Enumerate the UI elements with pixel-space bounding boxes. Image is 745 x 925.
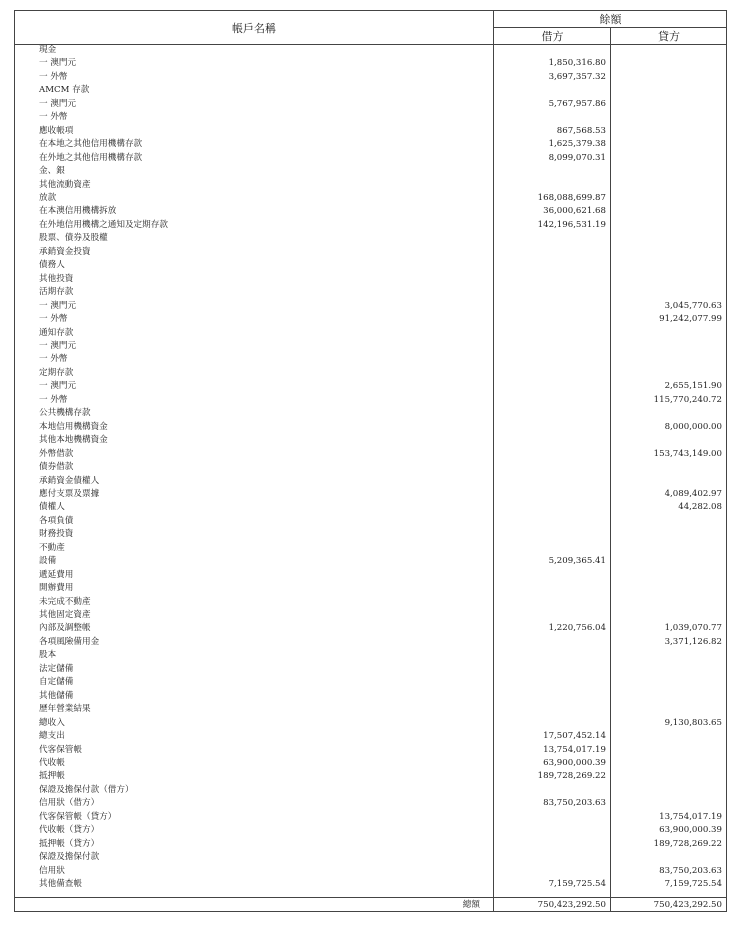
account-name: 一 外幣 — [39, 354, 68, 365]
table-row — [15, 138, 726, 151]
table-row — [15, 811, 726, 824]
account-name: AMCM 存款 — [39, 85, 90, 96]
table-row — [15, 165, 726, 178]
table-row — [15, 770, 726, 783]
credit-value: 189,728,269.22 — [653, 838, 722, 849]
table-row — [15, 838, 726, 851]
debit-value: 867,568.53 — [556, 125, 606, 136]
account-name: 在本地之其他信用機構存款 — [39, 139, 143, 150]
table-row — [15, 313, 726, 326]
account-name: 通知存款 — [39, 327, 74, 338]
table-row — [15, 84, 726, 97]
account-name: 一 澳門元 — [39, 58, 77, 69]
credit-value: 3,371,126.82 — [664, 636, 722, 647]
table-row — [15, 421, 726, 434]
debit-value: 7,159,725.54 — [548, 879, 606, 890]
account-name: 本地信用機構資金 — [39, 421, 108, 432]
account-name: 股票、債券及股權 — [39, 233, 108, 244]
table-row — [15, 730, 726, 743]
table-row — [15, 57, 726, 70]
table-row — [15, 219, 726, 232]
table-row — [15, 488, 726, 501]
table-body — [15, 44, 726, 892]
table-row — [15, 636, 726, 649]
table-row — [15, 528, 726, 541]
total-debit: 750,423,292.50 — [537, 900, 606, 910]
account-name: 不動產 — [39, 542, 65, 553]
debit-value: 5,209,365.41 — [548, 556, 606, 567]
table-row — [15, 757, 726, 770]
table-row — [15, 676, 726, 689]
table-row — [15, 784, 726, 797]
table-row — [15, 569, 726, 582]
table-row — [15, 273, 726, 286]
account-name: 在外地信用機構之通知及定期存款 — [39, 219, 168, 230]
table-row — [15, 663, 726, 676]
account-name: 一 外幣 — [39, 394, 68, 405]
debit-value: 63,900,000.39 — [543, 758, 606, 769]
credit-value: 8,000,000.00 — [664, 421, 722, 432]
account-name: 債務人 — [39, 260, 65, 271]
credit-header: 貸方 — [610, 27, 727, 44]
account-name: 歷年營業結果 — [39, 704, 91, 715]
debit-value: 17,507,452.14 — [543, 731, 606, 742]
table-row — [15, 394, 726, 407]
account-name: 其他固定資產 — [39, 610, 91, 621]
account-name: 信用狀 — [39, 865, 65, 876]
account-name: 一 澳門元 — [39, 381, 77, 392]
table-row — [15, 192, 726, 205]
account-name: 債券借款 — [39, 462, 74, 473]
credit-value: 115,770,240.72 — [653, 394, 722, 405]
debit-value: 189,728,269.22 — [537, 771, 606, 782]
debit-value: 1,850,316.80 — [548, 58, 606, 69]
table-row — [15, 609, 726, 622]
account-name: 未完成不動產 — [39, 596, 91, 607]
account-name: 其他本地機構資金 — [39, 435, 108, 446]
debit-value: 3,697,357.32 — [548, 71, 606, 82]
credit-value: 4,089,402.97 — [664, 488, 722, 499]
debit-header: 借方 — [493, 27, 611, 44]
table-row — [15, 582, 726, 595]
total-row — [15, 897, 726, 912]
table-row — [15, 44, 726, 57]
account-name: 承銷資金投資 — [39, 246, 91, 257]
account-name: 一 外幣 — [39, 314, 68, 325]
table-row — [15, 824, 726, 837]
table-row — [15, 300, 726, 313]
account-name-header: 帳戶名稱 — [232, 21, 276, 35]
balance-header: 餘額 — [493, 11, 727, 28]
table-row — [15, 380, 726, 393]
credit-value: 91,242,077.99 — [659, 314, 722, 325]
account-name: 其他投資 — [39, 273, 74, 284]
table-row — [15, 179, 726, 192]
credit-value: 63,900,000.39 — [659, 825, 722, 836]
account-name: 在本澳信用機構拆放 — [39, 206, 117, 217]
account-name: 財務投資 — [39, 529, 74, 540]
table-row — [15, 259, 726, 272]
debit-value: 1,625,379.38 — [548, 139, 606, 150]
account-name: 代收帳 — [39, 758, 65, 769]
credit-value: 44,282.08 — [678, 502, 722, 513]
debit-value: 168,088,699.87 — [537, 192, 606, 203]
account-name: 應收帳項 — [39, 125, 74, 136]
account-name: 一 澳門元 — [39, 98, 77, 109]
table-row — [15, 353, 726, 366]
account-name: 一 澳門元 — [39, 340, 77, 351]
table-row — [15, 797, 726, 810]
account-name: 其他流動資產 — [39, 179, 91, 190]
account-name: 公共機構存款 — [39, 408, 91, 419]
table-row — [15, 407, 726, 420]
table-row — [15, 649, 726, 662]
total-credit: 750,423,292.50 — [653, 900, 722, 910]
credit-value: 3,045,770.63 — [664, 300, 722, 311]
table-row — [15, 596, 726, 609]
account-name: 法定儲備 — [39, 663, 74, 674]
table-row — [15, 744, 726, 757]
account-name: 代客保管帳（貸方） — [39, 811, 117, 822]
table-row — [15, 717, 726, 730]
account-name: 一 澳門元 — [39, 300, 77, 311]
credit-value: 9,130,803.65 — [664, 717, 722, 728]
account-name: 現金 — [39, 45, 57, 55]
table-row — [15, 367, 726, 380]
credit-value: 83,750,203.63 — [659, 865, 722, 876]
table-row — [15, 327, 726, 340]
account-name: 總收入 — [39, 717, 65, 728]
table-row — [15, 851, 726, 864]
account-name: 自定儲備 — [39, 677, 74, 688]
account-name: 設備 — [39, 556, 57, 567]
account-name: 應付支票及票據 — [39, 488, 100, 499]
credit-value: 13,754,017.19 — [659, 811, 722, 822]
debit-value: 8,099,070.31 — [548, 152, 606, 163]
account-name: 遞延費用 — [39, 569, 74, 580]
debit-value: 142,196,531.19 — [537, 219, 606, 230]
account-name: 代收帳（貸方） — [39, 825, 100, 836]
credit-value: 7,159,725.54 — [664, 879, 722, 890]
table-row — [15, 98, 726, 111]
credit-value: 2,655,151.90 — [664, 381, 722, 392]
account-name: 一 外幣 — [39, 112, 68, 123]
debit-value: 36,000,621.68 — [543, 206, 606, 217]
table-row — [15, 690, 726, 703]
account-name: 在外地之其他信用機構存款 — [39, 152, 143, 163]
table-row — [15, 501, 726, 514]
table-row — [15, 461, 726, 474]
table-row — [15, 448, 726, 461]
account-name: 放款 — [39, 192, 57, 203]
table-row — [15, 622, 726, 635]
account-name: 債權人 — [39, 502, 65, 513]
table-row — [15, 555, 726, 568]
table-row — [15, 475, 726, 488]
account-name: 內部及調整帳 — [39, 623, 91, 634]
account-name: 代客保管帳 — [39, 744, 82, 755]
table-row — [15, 71, 726, 84]
table-row — [15, 286, 726, 299]
table-row — [15, 125, 726, 138]
total-label: 總額 — [462, 900, 480, 910]
table-row — [15, 434, 726, 447]
account-name: 承銷資金債權人 — [39, 475, 100, 486]
debit-value: 83,750,203.63 — [543, 798, 606, 809]
account-name: 信用狀（借方） — [39, 798, 100, 809]
account-name: 其他備查帳 — [39, 879, 82, 890]
account-name: 股本 — [39, 650, 57, 661]
account-name: 抵押帳（貸方） — [39, 838, 100, 849]
account-name: 抵押帳 — [39, 771, 65, 782]
account-name: 保證及擔保付款 — [39, 852, 100, 863]
table-row — [15, 878, 726, 891]
account-name: 一 外幣 — [39, 71, 68, 82]
debit-value: 1,220,756.04 — [548, 623, 606, 634]
debit-value: 5,767,957.86 — [548, 98, 606, 109]
table-row — [15, 246, 726, 259]
table-row — [15, 515, 726, 528]
account-name: 總支出 — [39, 731, 65, 742]
table-header — [15, 11, 726, 45]
table-row — [15, 703, 726, 716]
account-name: 其他儲備 — [39, 690, 74, 701]
table-row — [15, 152, 726, 165]
table-row — [15, 542, 726, 555]
table-row — [15, 111, 726, 124]
trial-balance-table — [14, 10, 727, 912]
account-name: 金、銀 — [39, 166, 65, 177]
account-name: 定期存款 — [39, 367, 74, 378]
credit-value: 1,039,070.77 — [664, 623, 722, 634]
credit-value: 153,743,149.00 — [653, 448, 722, 459]
table-row — [15, 865, 726, 878]
debit-value: 13,754,017.19 — [543, 744, 606, 755]
account-name: 保證及擔保付款（借方） — [39, 784, 134, 795]
table-row — [15, 205, 726, 218]
account-name: 開辦費用 — [39, 583, 74, 594]
table-row — [15, 340, 726, 353]
table-row — [15, 232, 726, 245]
account-name: 各項風險備用金 — [39, 636, 100, 647]
account-name: 活期存款 — [39, 287, 74, 298]
account-name: 外幣借款 — [39, 448, 74, 459]
account-name: 各項負債 — [39, 515, 74, 526]
